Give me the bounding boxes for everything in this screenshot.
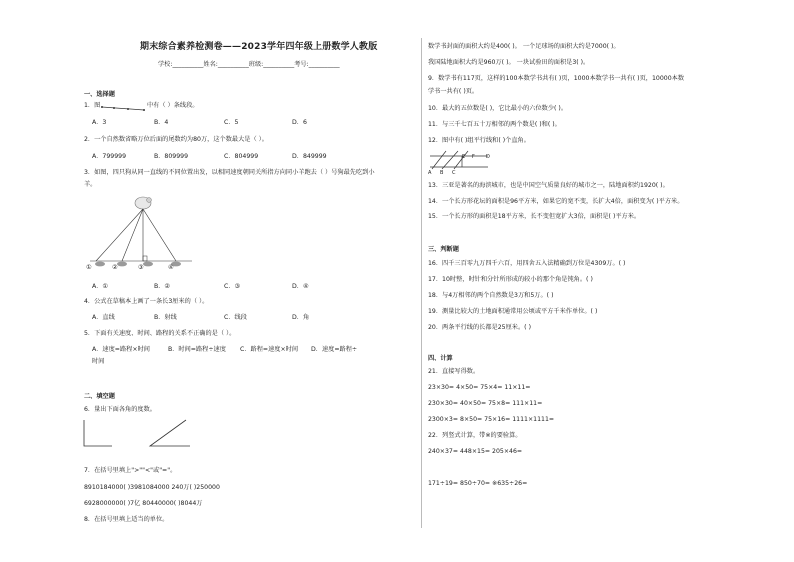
q21-row-1: 23×30= 4×50= 75×4= 11×11=: [428, 384, 531, 391]
q5-option-b: B．时间=路程÷速度: [168, 346, 226, 353]
q3-text-cont: 羊。: [84, 181, 97, 188]
section-judge-heading: 三、判断题: [428, 246, 459, 253]
q1-option-d: D．6: [292, 119, 307, 126]
q6-text: 6．量出下面各角的度数。: [84, 406, 156, 413]
q4-option-d: D．角: [292, 314, 310, 321]
q21-row-3: 2300×3= 8×50= 75×16= 1111×1111=: [428, 416, 555, 423]
q18-text: 18．与4万相邻的两个自然数是3万和5万。( ): [428, 292, 554, 299]
q1-text: 中有（ ）条线段。: [147, 102, 199, 109]
page-title: 期末综合素养检测卷——2023学年四年级上册数学人教版: [140, 42, 378, 52]
q3-label-2: ②: [112, 264, 118, 271]
q7-text: 7．在括号里填上">""<"或"="。: [84, 467, 177, 474]
q22-text: 22．列竖式计算，带※的要验算。: [428, 432, 522, 439]
q8-row-1: 数学书封面的面积大约是400( )。 一个足球场的面积大约是7000( )。: [428, 43, 620, 50]
q21-text: 21．直接写得数。: [428, 368, 480, 375]
section-calc-heading: 四、计算: [428, 355, 453, 362]
q14-text: 14．一个长方形花坛的面积是96平方米，如果它的宽不变，长扩大4倍，面积变为( )平方米。: [428, 198, 684, 205]
q5-option-a: A．速度=路程×时间: [92, 346, 150, 353]
q12-label-b: B: [440, 170, 444, 176]
column-divider: [421, 38, 422, 528]
q3-label-3: ③: [138, 264, 144, 271]
q16-text: 16．四千三百零九万四千六百，用四舍五入法精确到万位是4309万。( ): [428, 260, 626, 267]
q21-row-2: 230×30= 40×50= 75×8= 111×11=: [428, 400, 543, 407]
q15-text: 15．一个长方形的面积是18平方米，长不变但宽扩大3倍，面积是( )平方米。: [428, 213, 641, 220]
q3-option-d: D．④: [292, 283, 309, 290]
q4-option-a: A．直线: [92, 314, 115, 321]
q12-text: 12．图中有( )组平行线和( )个直角。: [428, 137, 530, 144]
q1-line-figure: [100, 101, 146, 113]
q8-row-2: 我国陆地面积大约是960万( )。 一块试验田的面积是3( )。: [428, 59, 590, 66]
q3-option-c: C．③: [224, 283, 241, 290]
q6-angle-figures: [82, 418, 192, 450]
q2-text: 2．一个自然数省略万位后面的尾数约为80万，这个数最大是（ ）。: [84, 136, 268, 143]
q9-text: 9．数学书有117页，这样的100本数学书共有( )页，1000本数学书一共有( )页，10000本数: [428, 75, 685, 82]
q3-text: 3．如图，四只狗从同一直线的不同位置出发，以相同速度朝同关所指方向同小羊跑去（ ）号狗最先吃到小: [84, 169, 375, 176]
q1-option-b: B．4: [154, 119, 169, 126]
q10-text: 10．最大的五位数是( )，它比最小的六位数少( )。: [428, 105, 568, 112]
q7-row-1: 8910184000( )3981084000 240万( )250000: [84, 484, 220, 491]
q2-option-d: D．849999: [292, 153, 327, 160]
q3-option-a: A．①: [92, 283, 108, 290]
q5-option-c: C．路程=速度×时间: [240, 346, 299, 353]
q22-row-2: 171÷19= 850÷70= ※635÷26=: [428, 480, 528, 487]
q4-text: 4．公式在草稿本上画了一条长3厘米的（ ）。: [84, 298, 209, 305]
q4-option-b: B．射线: [154, 314, 177, 321]
q12-label-c: C: [452, 170, 456, 176]
q12-label-e: E: [462, 154, 466, 160]
student-info-line: 学校:__________姓名:__________班级:__________考号:__________: [158, 61, 340, 68]
q7-row-2: 6928000000( )7亿 80440000( )8044万: [84, 500, 203, 507]
q12-label-f: F: [472, 154, 475, 160]
section-choice-heading: 一、选择题: [84, 91, 115, 98]
q11-text: 11．与三千七百五十万相邻的两个数是( )和( )。: [428, 121, 561, 128]
q4-option-c: C．线段: [224, 314, 247, 321]
q5-text: 5．下面有关速度、时间、路程的关系不正确的是（ ）。: [84, 330, 236, 337]
q3-option-b: B．②: [154, 283, 170, 290]
q1-option-a: A．3: [92, 119, 107, 126]
q2-option-a: A．799999: [92, 153, 127, 160]
q3-label-4: ④: [168, 264, 174, 271]
q3-dogs-sheep-figure: [88, 193, 198, 273]
q19-text: 19．测量比较大的土地面积通常用公顷或平方千米作单位。( ): [428, 308, 598, 315]
q8-text: 8．在括号里填上适当的单位。: [84, 516, 169, 523]
q2-option-c: C．804999: [224, 153, 259, 160]
q20-text: 20．两条平行线的长都是25厘米。( ): [428, 324, 531, 331]
section-fill-heading: 二、填空题: [84, 393, 115, 400]
q3-label-1: ①: [86, 264, 92, 271]
q12-label-d: D: [486, 154, 490, 160]
q12-label-a: A: [428, 170, 432, 176]
q17-text: 17．10时整，时针和分针所形成的较小的那个角是钝角。( ): [428, 276, 593, 283]
q5-option-d: D．速度=路程÷: [311, 346, 358, 353]
q5-option-d-cont: 时间: [92, 358, 105, 365]
q9-text-cont: 学书一共有( )页。: [428, 88, 479, 95]
q1-option-c: C．5: [224, 119, 239, 126]
q1-prefix: 1．图: [84, 102, 101, 109]
q2-option-b: B．809999: [154, 153, 189, 160]
q13-text: 13．三亚是著名的海滨城市，也是中国空气质量良好的城市之一，陆地面积约1920( )。: [428, 182, 669, 189]
q22-row-1: 240×37= 448×15= 205×46=: [428, 448, 523, 455]
